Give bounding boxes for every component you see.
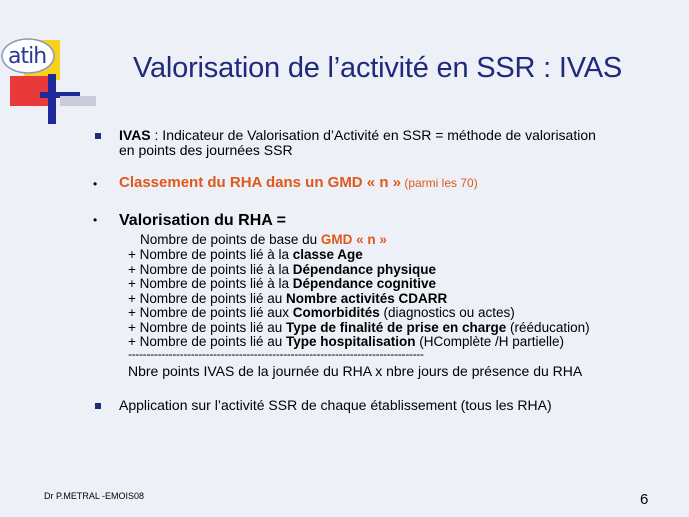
classement-note: (parmi les 70)	[401, 176, 478, 190]
ivas-definition-line2: en points des journées SSR	[119, 142, 293, 158]
formula-line-base	[140, 233, 387, 248]
formula-pre: + Nombre de points lié au	[128, 319, 286, 335]
dot-bullet-icon: •	[93, 177, 98, 191]
footer-author: Dr P.METRAL -EMOIS08	[44, 491, 145, 501]
ivas-definition: : Indicateur de Valorisation d’Activité en SSR = méthode de valorisation	[150, 127, 596, 143]
formula-pre: + Nombre de points lié à la	[128, 276, 293, 291]
formula-bold: Type hospitalisation	[285, 334, 416, 349]
formula-base-text: Nombre de points de base du	[140, 232, 321, 247]
page-number: 6	[640, 491, 649, 508]
formula-bold: Nombre activités CDARR	[285, 290, 448, 306]
formula-line	[128, 263, 436, 278]
separator-line: --------------------------------------------------------------------------------	[128, 347, 424, 361]
formula-pre: + Nombre de points lié à la	[128, 247, 293, 262]
formula-post: (rééducation)	[506, 319, 590, 335]
formula-result: Nbre points IVAS de la journée du RHA x nbre jours de présence du RHA	[128, 363, 583, 379]
formula-bold: classe Age	[292, 247, 363, 262]
square-bullet-icon	[95, 403, 101, 409]
slide-title: Valorisation de l’activité en SSR : IVAS	[133, 52, 622, 84]
formula-bold: Comorbidités	[292, 305, 380, 320]
formula-line	[128, 321, 590, 336]
ivas-label: IVAS	[119, 127, 151, 143]
formula-pre: + Nombre de points lié au	[128, 334, 286, 349]
formula-post: (HComplète /H partielle)	[415, 334, 565, 349]
formula-bold: Dépendance physique	[292, 261, 437, 277]
atih-logo	[0, 36, 96, 124]
classement-text: Classement du RHA dans un GMD « n »	[119, 174, 401, 191]
valorisation-heading: Valorisation du RHA =	[119, 212, 286, 229]
formula-post: (diagnostics ou actes)	[379, 305, 515, 320]
logo-text: atih	[8, 44, 47, 69]
bullet-ivas	[119, 128, 596, 158]
formula-line	[128, 277, 436, 292]
dot-bullet-icon: •	[93, 213, 98, 227]
formula-line	[128, 248, 363, 263]
formula-bold: Dépendance cognitive	[292, 276, 437, 291]
bullet-application: Application sur l’activité SSR de chaque établissement (tous les RHA)	[119, 397, 552, 413]
formula-pre: + Nombre de points lié au	[128, 290, 286, 306]
formula-line	[128, 306, 515, 321]
square-bullet-icon	[95, 133, 101, 139]
formula-gmd: GMD « n »	[320, 232, 387, 247]
bullet-classement	[119, 175, 478, 191]
formula-pre: + Nombre de points lié aux	[128, 305, 293, 320]
formula-pre: + Nombre de points lié à la	[128, 261, 293, 277]
formula-line	[128, 292, 447, 307]
formula-bold: Type de finalité de prise en charge	[285, 319, 507, 335]
